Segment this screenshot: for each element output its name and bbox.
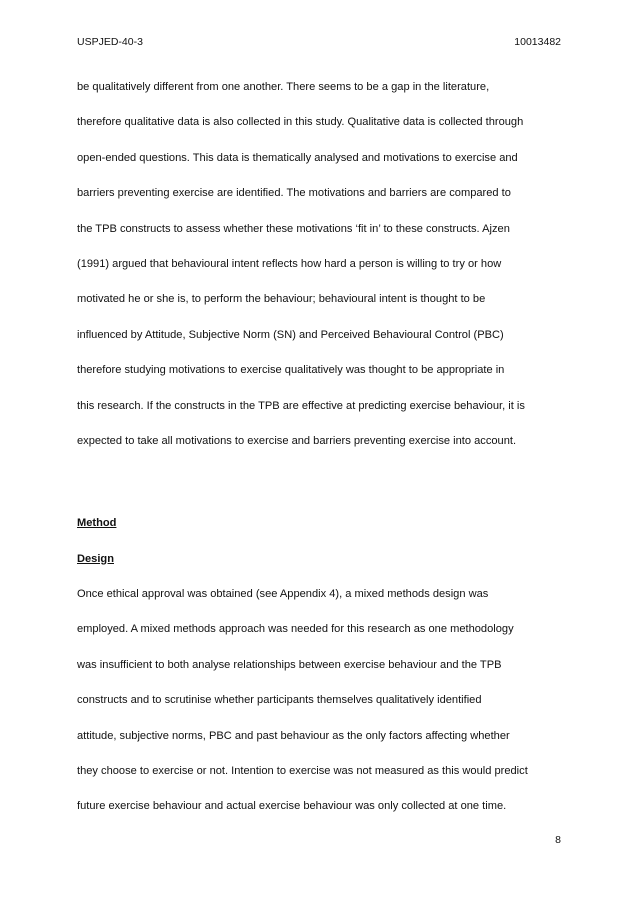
text-line: open-ended questions. This data is thematically analysed and motivations to exercise and — [77, 151, 518, 164]
text-line: (1991) argued that behavioural intent reflects how hard a person is willing to try or how — [77, 257, 502, 270]
text-line: was insufficient to both analyse relationships between exercise behaviour and the TPB — [77, 658, 502, 671]
text-line: motivated he or she is, to perform the behaviour; behavioural intent is thought to be — [77, 293, 486, 306]
header-document-code: USPJED-40-3 — [77, 36, 143, 48]
text-line: Once ethical approval was obtained (see Appendix 4), a mixed methods design was — [77, 588, 489, 601]
text-line: therefore studying motivations to exercise qualitatively was thought to be appropriate in — [77, 364, 505, 377]
text-line: barriers preventing exercise are identified. The motivations and barriers are compared to — [77, 187, 511, 200]
text-line: expected to take all motivations to exercise and barriers preventing exercise into account. — [77, 434, 517, 447]
heading-method: Method — [77, 517, 117, 530]
paragraph-intro — [77, 70, 563, 459]
text-line: influenced by Attitude, Subjective Norm (SN) and Perceived Behavioural Control (PBC) — [77, 328, 504, 341]
text-line: they choose to exercise or not. Intention to exercise was not measured as this would predict — [77, 765, 528, 778]
text-line: constructs and to scrutinise whether participants themselves qualitatively identified — [77, 694, 482, 707]
text-line: employed. A mixed methods approach was needed for this research as one methodology — [77, 623, 514, 636]
page-body — [77, 70, 563, 825]
page-header — [77, 34, 561, 50]
text-line: the TPB constructs to assess whether these motivations ‘fit in’ to these constructs. Ajzen — [77, 222, 510, 235]
section-gap — [77, 459, 563, 506]
text-line: be qualitatively different from one another. There seems to be a gap in the literature, — [77, 81, 490, 93]
text-line: this research. If the constructs in the TPB are effective at predicting exercise behaviour, it is — [77, 399, 525, 412]
page-number: 8 — [555, 834, 561, 846]
heading-design: Design — [77, 552, 114, 565]
text-line: future exercise behaviour and actual exercise behaviour was only collected at one time. — [77, 800, 507, 813]
paragraph-design — [77, 577, 563, 825]
text-line: therefore qualitative data is also collected in this study. Qualitative data is collected through — [77, 116, 524, 129]
text-line: attitude, subjective norms, PBC and past behaviour as the only factors affecting whether — [77, 729, 510, 742]
header-student-id: 10013482 — [514, 36, 561, 48]
